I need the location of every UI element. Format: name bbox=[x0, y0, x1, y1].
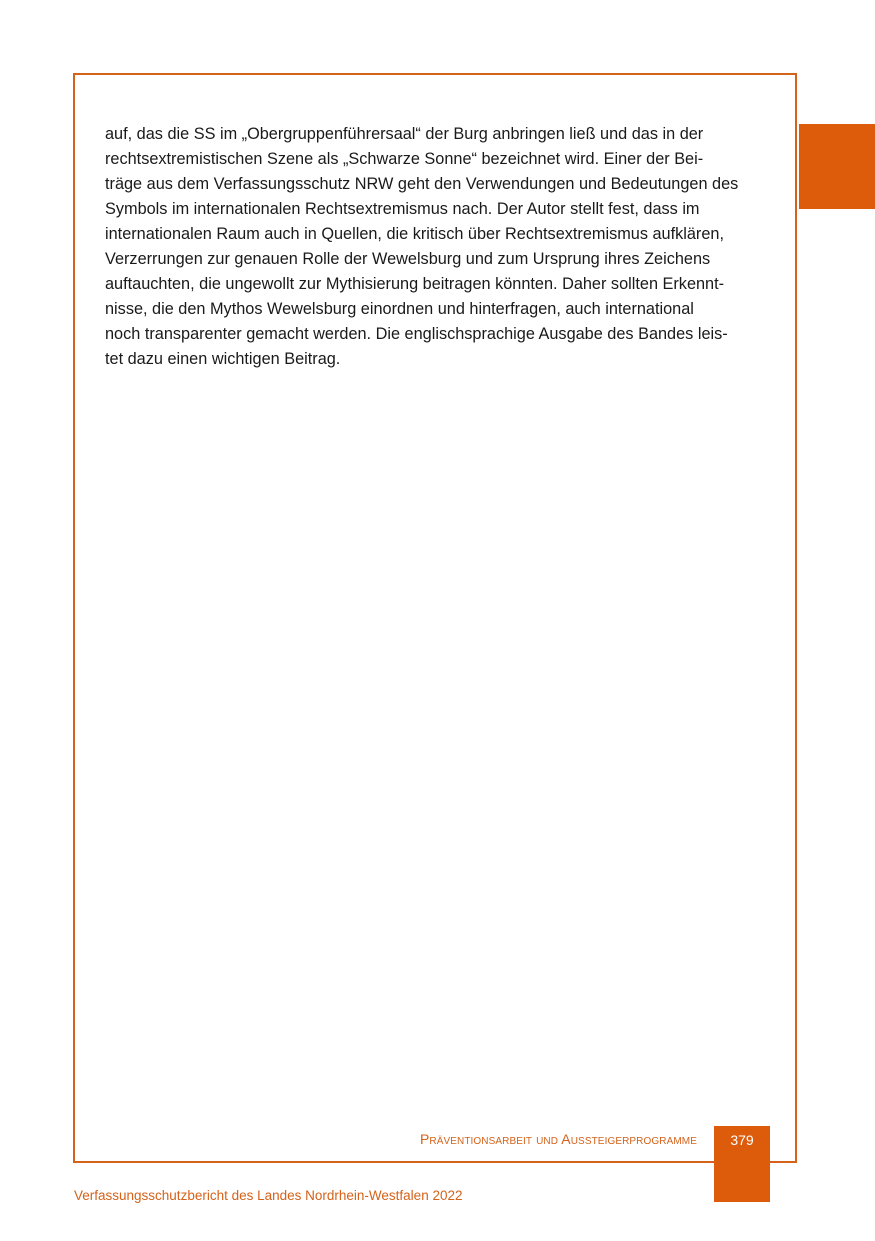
body-line: tet dazu einen wichtigen Beitrag. bbox=[105, 350, 341, 368]
body-line: Symbols im internationalen Rechtsextremismus nach. Der Autor stellt fest, dass im bbox=[105, 200, 700, 218]
chapter-title: Präventionsarbeit und Aussteigerprogramme bbox=[419, 1131, 697, 1147]
body-line: internationalen Raum auch in Quellen, die kritisch über Rechtsextremismus aufklären, bbox=[105, 225, 724, 243]
body-line: auf, das die SS im „Obergruppenführersaal“ der Burg anbringen ließ und das in der bbox=[105, 125, 704, 143]
body-line: Verzerrungen zur genauen Rolle der Wewelsburg und zum Ursprung ihres Zeichens bbox=[105, 250, 711, 268]
body-line: noch transparenter gemacht werden. Die englischsprachige Ausgabe des Bandes leis- bbox=[105, 325, 728, 343]
body-line: nisse, die den Mythos Wewelsburg einordnen und hinterfragen, auch international bbox=[105, 300, 694, 318]
chapter-side-tab bbox=[799, 124, 875, 209]
page-number-box bbox=[714, 1126, 770, 1202]
page-number: 379 bbox=[730, 1132, 754, 1148]
body-paragraph bbox=[105, 122, 775, 372]
publication-footer: Verfassungsschutzbericht des Landes Nordrhein-Westfalen 2022 bbox=[74, 1188, 463, 1203]
body-line: träge aus dem Verfassungsschutz NRW geht den Verwendungen und Bedeutungen des bbox=[105, 175, 739, 193]
body-line: rechtsextremistischen Szene als „Schwarze Sonne“ bezeichnet wird. Einer der Bei- bbox=[105, 150, 704, 168]
body-line: auftauchten, die ungewollt zur Mythisierung beitragen könnten. Daher sollten Erkennt- bbox=[105, 275, 725, 293]
